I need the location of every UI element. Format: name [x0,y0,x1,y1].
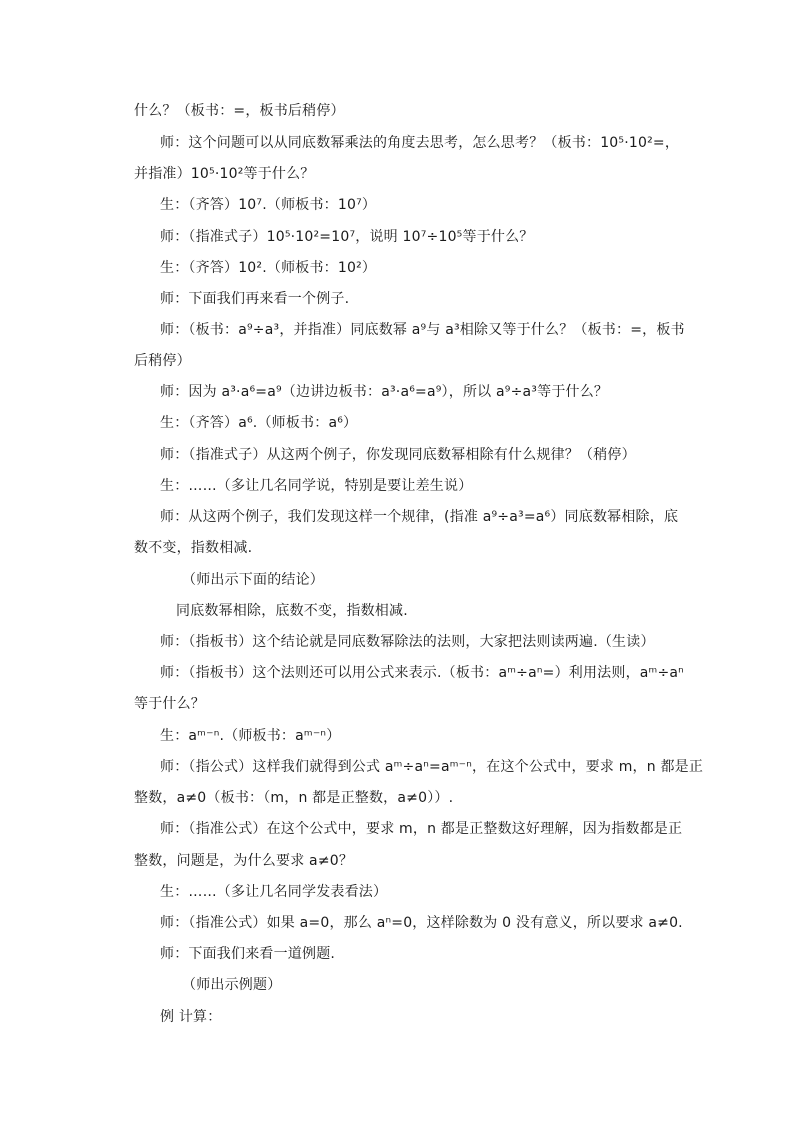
text-line: 师：（指准式子）从这两个例子，你发现同底数幂相除有什么规律？（稍停） [160,447,636,463]
text-line: 师：下面我们再来看一个例子. [160,291,350,307]
text-line: 师：这个问题可以从同底数幂乘法的角度去思考，怎么思考？（板书：10⁵·10²=， [160,135,680,151]
text-line: 数不变，指数相减. [134,540,253,556]
text-line: 整数，a≠0（板书：（m，n 都是正整数，a≠0））. [134,790,454,806]
text-line: 师：（指准公式）如果 a=0，那么 aⁿ=0，这样除数为 0 没有意义，所以要求 a≠0. [160,915,683,931]
text-line: 生：……（多让几名同学发表看法） [160,884,388,900]
text-line: 师：（指准公式）在这个公式中，要求 m，n 都是正整数这好理解，因为指数都是正 [160,821,683,837]
text-line: 师：（指板书）这个法则还可以用公式来表示.（板书：aᵐ÷aⁿ=）利用法则，aᵐ÷aⁿ [160,665,684,681]
text-line: 师：（指准式子）10⁵·10²=10⁷，说明 10⁷÷10⁵等于什么？ [160,229,534,245]
rule-statement: 同底数幂相除，底数不变，指数相减. [176,603,408,619]
text-line: 生：（齐答）10².（师板书：10²） [160,260,377,276]
text-line: 师：因为 a³·a⁶=a⁹（边讲边板书：a³·a⁶=a⁹），所以 a⁹÷a³等于什么？ [160,384,609,400]
text-line: 师：（指板书）这个结论就是同底数幂除法的法则，大家把法则读两遍.（生读） [160,634,655,650]
text-line: 师：（指公式）这样我们就得到公式 aᵐ÷aⁿ=aᵐ⁻ⁿ，在这个公式中，要求 m，n 都是正 [160,759,704,775]
text-line: 师：从这两个例子，我们发现这样一个规律，(指准 a⁹÷a³=a⁶）同底数幂相除，底 [160,509,679,525]
text-line: （师出示下面的结论） [182,572,324,588]
text-line: 什么？（板书：=，板书后稍停） [134,103,345,119]
text-line: 后稍停） [134,353,191,369]
text-line: 生：……（多让几名同学说，特别是要让差生说） [160,478,473,494]
text-line: 师：下面我们来看一道例题. [160,946,336,962]
text-line: 生：（齐答）a⁶.（师板书：a⁶） [160,415,358,431]
text-line: （师出示例题） [182,977,282,993]
text-line: 生：aᵐ⁻ⁿ.（师板书：aᵐ⁻ⁿ） [160,728,341,744]
text-line: 整数，问题是，为什么要求 a≠0？ [134,853,354,869]
text-line: 等于什么？ [134,696,205,712]
text-line: 并指准）10⁵·10²等于什么？ [134,166,315,182]
text-line: 生：（齐答）10⁷.（师板书：10⁷） [160,197,377,213]
example-heading: 例 计算： [160,1009,222,1025]
text-line: 师：（板书：a⁹÷a³，并指准）同底数幂 a⁹与 a³相除又等于什么？（板书：=，板书 [160,322,685,338]
